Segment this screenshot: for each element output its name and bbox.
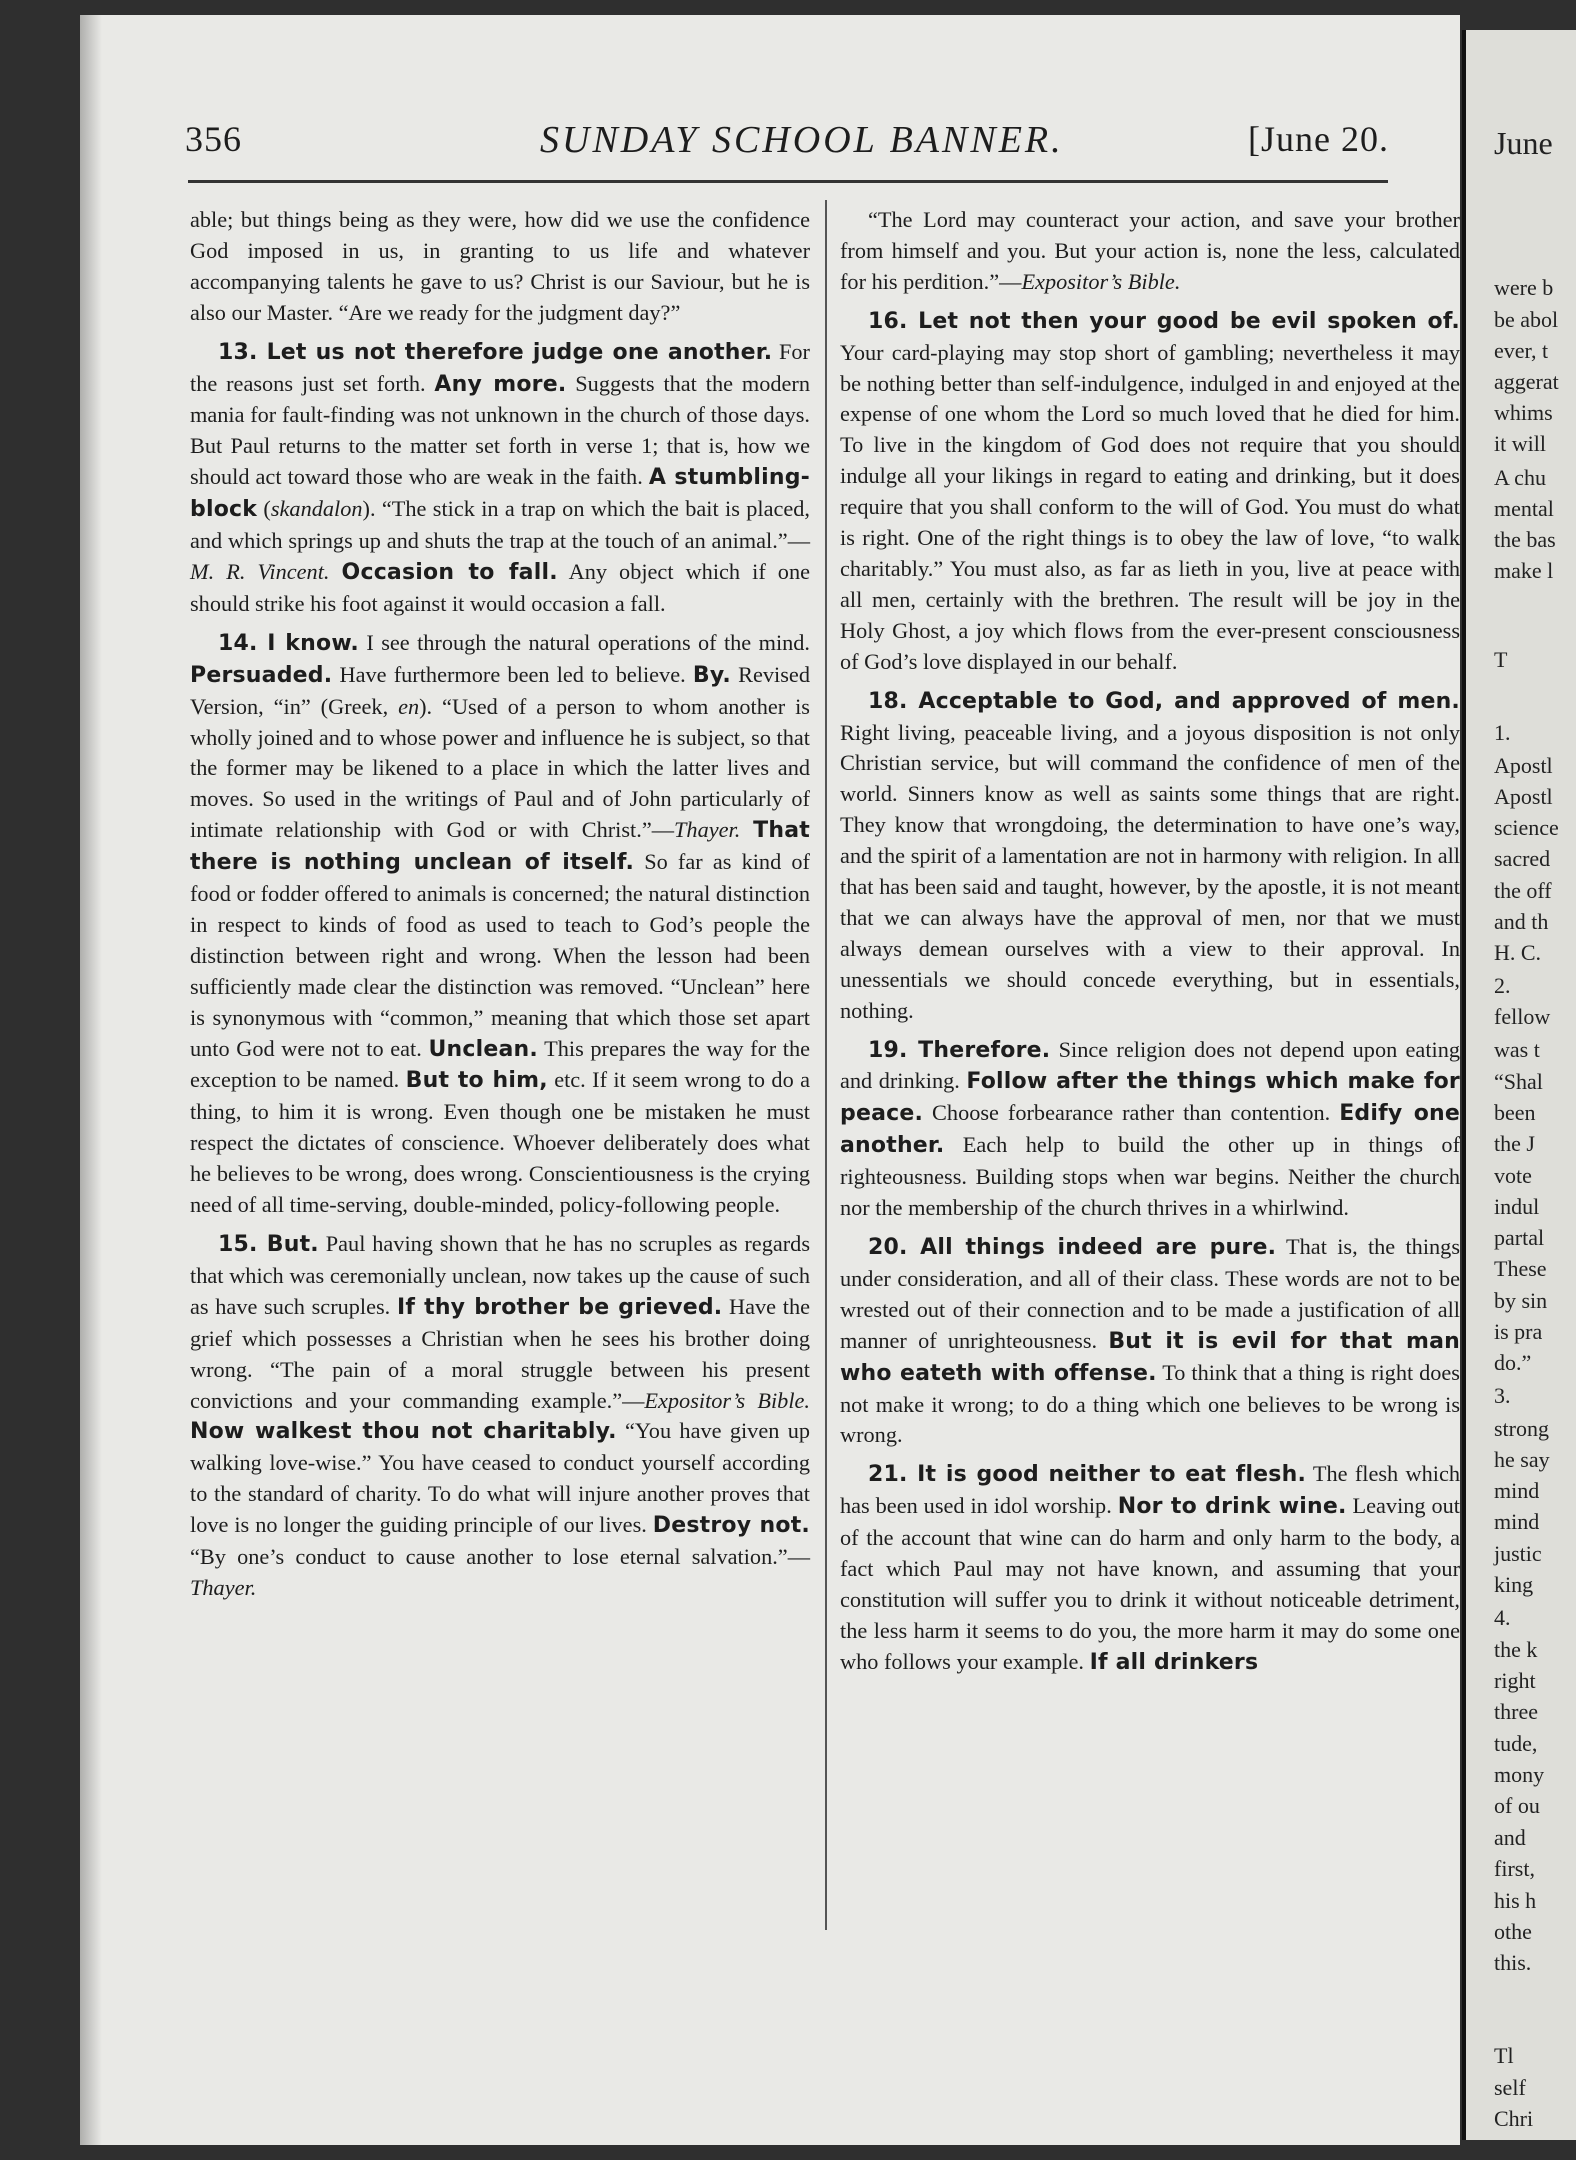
- facing-page-line: it will: [1494, 431, 1546, 456]
- bold-heading: 21. It is good neither to eat flesh.: [868, 1462, 1307, 1488]
- right-column: [840, 205, 1460, 1687]
- body-text: etc. If it seem wrong to do a thing, to him it is wrong. Even though one be mistaken he must respect the dictates of conscience. Whoever deliberately does what he believes to be wrong, does wrong. Conscientiousness is the crying need of all time-serving, double-minded, policy-following people.: [190, 1067, 810, 1218]
- binding-shadow: [80, 15, 102, 2145]
- body-text: Leaving out of the account that wine can do harm and only harm to the body, a fact which Paul may not have known, and assuming that your constitution will suffer you to drink it without noticeable detriment, the less harm it seems to do you, the more harm it may do some one who follows your example.: [840, 1493, 1460, 1674]
- body-text: I see through the natural operations of the mind.: [359, 629, 811, 655]
- running-title: SUNDAY SCHOOL BANNER.: [540, 119, 1064, 161]
- column-divider: [825, 200, 827, 1930]
- facing-page-line: whims: [1494, 400, 1553, 425]
- body-text: [329, 559, 341, 584]
- body-text: Your card-playing may stop short of gambling; nevertheless it may be nothing better than self-indulgence, indulged in and enjoyed at the expense of one whom the Lord so much loved that he died for him. To live in the kingdom of God does not require that you should indulge all your likings in regard to eating and drinking, but it does require that you shall conform to the will of God. You must do what is right. One of the right things is to obey the law of love, “to walk charitably.” You must also, as far as lieth in you, live at peace with all men, certainly with the brethren. The result will be joy in the Holy Ghost, a joy which flows from the ever-present consciousness of God’s love displayed in our behalf.: [840, 339, 1460, 674]
- bold-heading: Nor to drink wine.: [1117, 1494, 1347, 1520]
- facing-page-line: justic: [1494, 1541, 1542, 1566]
- facing-page-line: tude,: [1494, 1731, 1538, 1756]
- left-column: [190, 205, 810, 1612]
- facing-page-header: June: [1494, 125, 1553, 161]
- body-text: “You have given up walking love-wise.” You have ceased to conduct yourself according to the standard of charity. To do what will injure another proves that love is no longer the guiding principle of our lives.: [190, 1418, 810, 1538]
- facing-page-line: make l: [1494, 558, 1554, 583]
- paragraph: [840, 686, 1460, 1027]
- facing-page-line: ever, t: [1494, 338, 1549, 363]
- body-text: Have the grief which possesses a Christian when he sees his brother doing wrong. “The pain of a moral struggle between his present convictions and your commanding example.”—: [190, 1293, 811, 1413]
- body-text: Since religion does not depend upon eating and drinking.: [840, 1036, 1461, 1094]
- bold-heading: But it is evil for that man who eateth with offense.: [840, 1328, 1460, 1386]
- bold-heading: 15. But.: [218, 1232, 319, 1257]
- facing-page-line: T: [1494, 647, 1508, 672]
- facing-page-line: this.: [1494, 1950, 1532, 1975]
- body-text: For the reasons just set forth.: [190, 338, 810, 396]
- issue-date: [June 20.: [1248, 119, 1389, 159]
- body-text: (: [257, 496, 271, 522]
- facing-page-line: and: [1494, 1825, 1526, 1850]
- facing-page-line: science: [1494, 815, 1559, 840]
- bold-heading: Persuaded.: [190, 662, 333, 688]
- facing-page-line: “Shal: [1494, 1069, 1543, 1094]
- italic-text: en: [398, 693, 420, 719]
- facing-page-line: indul: [1494, 1194, 1540, 1219]
- facing-page-line: vote: [1494, 1163, 1532, 1188]
- facing-page-line: of ou: [1494, 1793, 1540, 1818]
- facing-page-line: first,: [1494, 1856, 1535, 1881]
- bold-heading: That there is nothing unclean of itself.: [190, 818, 810, 876]
- body-text: able; but things being as they were, how did we use the confidence God imposed in us, in granting to us life and whatever accompanying talents he gave to us? Christ is our Saviour, but he is also our Master. “Are we ready for the judgment day?”: [190, 207, 810, 325]
- facing-page-line: king: [1494, 1572, 1534, 1597]
- body-text: That is, the things under consideration, and all of their class. These words are not to be wrested out of their connection and to be made a justification of all manner of unrighteousness.: [840, 1234, 1461, 1353]
- facing-page-line: othe: [1494, 1919, 1532, 1944]
- body-text: “The Lord may counteract your action, and save your brother from himself and you. But your action is, none the less, calculated for his perdition.”—: [840, 207, 1460, 294]
- facing-page-line: and th: [1494, 909, 1549, 934]
- bold-heading: If all drinkers: [1089, 1649, 1259, 1675]
- bold-heading: Now walkest thou not charitably.: [190, 1419, 617, 1445]
- italic-text: Thayer.: [674, 817, 741, 843]
- facing-page-line: Apostl: [1494, 753, 1553, 778]
- body-text: Each help to build the other up in things of righteousness. Building stops when war begins. Neither the church nor the membership of the church thrives in a whirlwind.: [840, 1132, 1460, 1221]
- facing-page-line: partal: [1494, 1225, 1545, 1250]
- facing-page-line: Apostl: [1494, 784, 1553, 809]
- bold-heading: 16. Let not then your good be evil spoken of.: [868, 308, 1460, 334]
- body-text: Suggests that the modern mania for fault-finding was not unknown in the church of those days. But Paul returns to the matter set forth in verse 1; that is, how we should act toward those who are weak in the faith.: [190, 370, 810, 490]
- italic-text: skandalon: [270, 496, 363, 522]
- body-text: ). “Used of a person to whom another is wholly joined and to whose power and influence he is subject, so that the former may be likened to a place in which the latter lives and moves. So used in the writings of Paul and of John particularly of intimate relationship with God or with Christ.”—: [190, 693, 810, 843]
- bold-heading: A stumbling-block: [190, 465, 810, 523]
- body-text: “By one’s conduct to cause another to lose eternal salvation.”—: [190, 1544, 810, 1570]
- facing-page-line: be abol: [1494, 307, 1559, 332]
- bold-heading: But to him,: [405, 1068, 548, 1094]
- facing-page-line: by sin: [1494, 1288, 1548, 1313]
- bold-heading: By.: [692, 662, 731, 688]
- bold-heading: 13. Let us not therefore judge one another.: [218, 339, 773, 365]
- bold-heading: If thy brother be grieved.: [396, 1294, 723, 1320]
- body-text: Revised Version, “in” (Greek,: [190, 661, 810, 719]
- facing-page-line: H. C.: [1494, 940, 1542, 965]
- italic-text: M. R. Vincent.: [190, 558, 330, 584]
- facing-page-line: was t: [1494, 1037, 1540, 1062]
- body-text: [740, 817, 753, 842]
- facing-page-line: strong: [1494, 1416, 1549, 1441]
- paragraph: [840, 306, 1460, 678]
- facing-page-line: he say: [1494, 1447, 1550, 1472]
- body-text: The flesh which has been used in idol worship.: [840, 1461, 1460, 1519]
- facing-page-line: the bas: [1494, 527, 1556, 552]
- paragraph: [190, 1229, 810, 1604]
- italic-text: Expositor’s Bible.: [1021, 268, 1181, 294]
- paragraph: [840, 1232, 1460, 1451]
- facing-page-line: were b: [1494, 275, 1554, 300]
- paragraph: [190, 205, 810, 329]
- facing-page-line: 3.: [1494, 1383, 1511, 1408]
- paragraph: [840, 205, 1460, 298]
- paragraph: [190, 628, 810, 1221]
- facing-page-line: A chu: [1494, 465, 1546, 490]
- body-text: To think that a thing is right does not make it wrong; to do a thing which one believes to be wrong is wrong.: [840, 1359, 1460, 1448]
- body-text: Any object which if one should strike his foot against it would occasion a fall.: [190, 558, 811, 616]
- facing-page-line: his h: [1494, 1888, 1537, 1913]
- facing-page-line: three: [1494, 1699, 1538, 1724]
- facing-page-line: the J: [1494, 1131, 1535, 1156]
- header-rule: [188, 180, 1388, 183]
- facing-page-line: 2.: [1494, 973, 1511, 998]
- body-text: Choose forbearance rather than contention.: [923, 1100, 1340, 1126]
- paragraph: [190, 337, 810, 620]
- facing-page-line: fellow: [1494, 1004, 1551, 1029]
- body-text: So far as kind of food or fodder offered to animals is concerned; the natural distinction in respect to kinds of food as used to teach to God’s people the distinction between right and wrong. When the lesson had been sufficiently made clear the distinction was removed. “Unclean” here is synonymous with “common,” meaning that which those set apart unto God were not to eat.: [190, 849, 810, 1061]
- page-number: 356: [185, 119, 242, 159]
- italic-text: Thayer.: [190, 1574, 257, 1600]
- facing-page-line: the k: [1494, 1637, 1538, 1662]
- facing-page-line: self: [1494, 2075, 1526, 2100]
- facing-page-line: mind: [1494, 1478, 1540, 1503]
- facing-page-line: been: [1494, 1100, 1536, 1125]
- facing-page-line: 1.: [1494, 720, 1511, 745]
- bold-heading: Follow after the things which make for peace.: [840, 1069, 1460, 1127]
- facing-page-line: These: [1494, 1256, 1547, 1281]
- facing-page-line: mony: [1494, 1762, 1545, 1787]
- facing-page-line: the off: [1494, 878, 1552, 903]
- facing-page-line: right: [1494, 1668, 1536, 1693]
- body-text: ). “The stick in a trap on which the bait is placed, and which springs up and shuts the trap at the touch of an animal.”—: [190, 496, 811, 554]
- body-text: This prepares the way for the exception to be named.: [190, 1035, 810, 1093]
- facing-page-line: mind: [1494, 1509, 1540, 1534]
- paragraph: [840, 1459, 1460, 1678]
- body-text: Right living, peaceable living, and a joyous disposition is not only Christian service, but will command the confidence of men of the world. Sinners know as well as saints some things that are right. They know that wrongdoing, the determination to have one’s way, and the spirit of a lamentation are not in harmony with religion. In all that has been said and taught, however, by the apostle, it is not meant that we can always have the approval of men, nor that we must always demean ourselves with a view to their approval. In unessentials we should concede everything, but in essentials, nothing.: [840, 719, 1460, 1023]
- bold-heading: Occasion to fall.: [341, 559, 558, 585]
- facing-page-line: Chri: [1494, 2106, 1534, 2131]
- facing-page-line: do.”: [1494, 1350, 1532, 1375]
- bold-heading: Edify one another.: [840, 1101, 1460, 1159]
- body-text: Have furthermore been led to believe.: [332, 661, 693, 687]
- facing-page-line: aggerat: [1494, 369, 1559, 394]
- facing-page-line: mental: [1494, 496, 1554, 521]
- bold-heading: 18. Acceptable to God, and approved of men.: [868, 688, 1460, 714]
- bold-heading: Any more.: [434, 371, 567, 397]
- facing-page-line: Tl: [1494, 2043, 1514, 2068]
- facing-page-line: sacred: [1494, 846, 1551, 871]
- bold-heading: 14. I know.: [218, 630, 359, 656]
- bold-heading: 19. Therefore.: [868, 1037, 1051, 1063]
- facing-page-line: is pra: [1494, 1319, 1543, 1344]
- italic-text: Expositor’s Bible.: [644, 1387, 810, 1413]
- bold-heading: Unclean.: [428, 1036, 538, 1062]
- body-text: Paul having shown that he has no scruples as regards that which was ceremonially unclean, now takes up the cause of such as have such scruples.: [190, 1231, 810, 1319]
- paragraph: [840, 1035, 1460, 1224]
- bold-heading: Destroy not.: [652, 1513, 810, 1539]
- bold-heading: 20. All things indeed are pure.: [868, 1235, 1277, 1260]
- facing-page-line: 4.: [1494, 1605, 1511, 1630]
